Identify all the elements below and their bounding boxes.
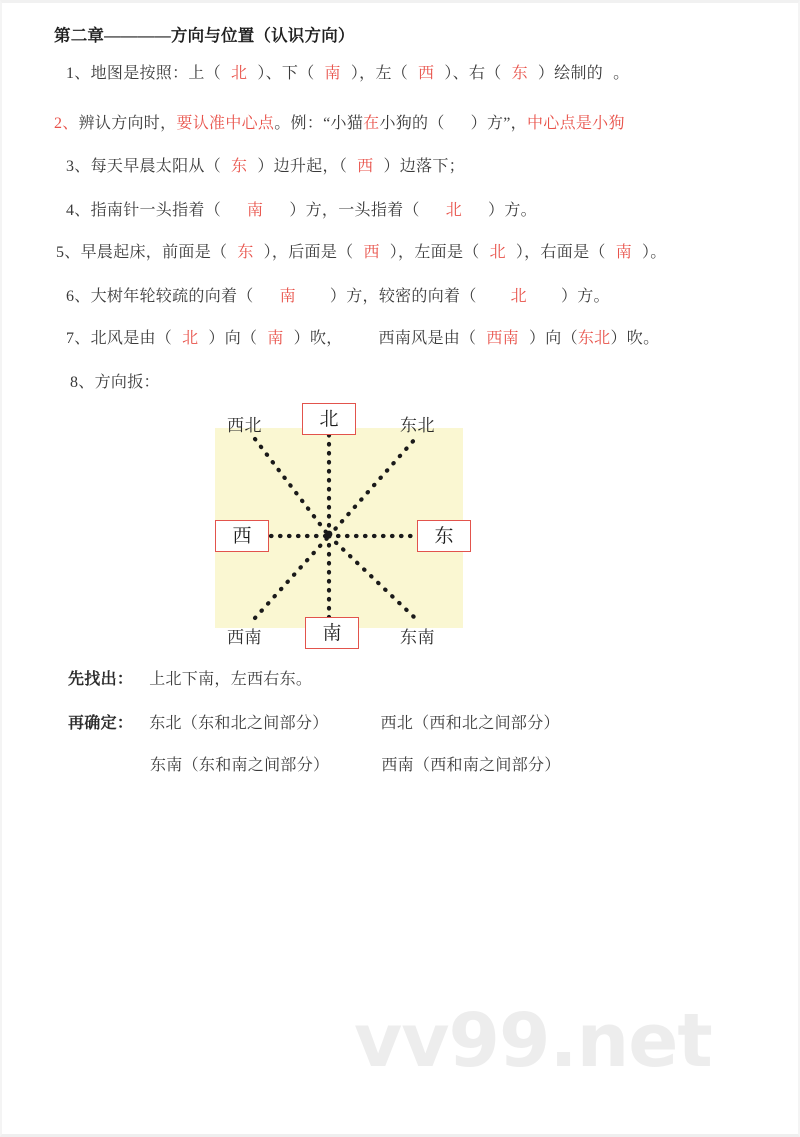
question-line-7: 7、北风是由（ 北 ）向（ 南 ）吹， 西南风是由（ 西南 ）向（东北）吹。 <box>66 330 660 347</box>
explanation-body-2: 东北（东和北之间部分） <box>149 715 329 732</box>
explanation-col2-3: 西南（西和南之间部分） <box>381 757 561 774</box>
explanation-row-2 <box>68 710 560 733</box>
compass-center <box>326 531 333 538</box>
ray-southeast <box>329 536 415 618</box>
question-line-5: 5、早晨起床，前面是（ 东 ），后面是（ 西 ），左面是（ 北 ），右面是（ 南 ）。 <box>56 244 667 261</box>
ray-northeast <box>329 439 415 536</box>
compass-label-northwest: 西北 <box>227 416 262 435</box>
question-line-1: 1、地图是按照：上（ 北 ）、下（ 南 ），左（ 西 ）、右（ 东 ）绘制的 。 <box>66 65 630 82</box>
question-line-6: 6、大树年轮较疏的向着（ 南 ）方，较密的向着（ 北 ）方。 <box>66 288 610 305</box>
watermark: vv99.net <box>354 998 712 1084</box>
explanation-body-1: 上北下南，左西右东。 <box>149 671 313 688</box>
page-title: 第二章————方向与位置（认识方向） <box>54 26 355 45</box>
compass-label-west: 西 <box>215 520 269 552</box>
compass-label-northeast: 东北 <box>400 416 435 435</box>
explanation-row-1 <box>68 666 312 689</box>
question-line-2: 2、辨认方向时，要认准中心点。例：“小猫在小狗的（ ）方”，中心点是小狗 <box>54 115 625 132</box>
compass-label-southwest: 西南 <box>227 628 262 647</box>
explanation-row-3 <box>150 752 561 775</box>
compass-label-southeast: 东南 <box>400 628 435 647</box>
question-line-3: 3、每天早晨太阳从（ 东 ）边升起，（ 西 ）边落下； <box>66 158 465 175</box>
compass-diagram <box>215 403 463 653</box>
explanation-body-3: 东南（东和南之间部分） <box>150 757 330 774</box>
question-line-4: 4、指南针一头指着（ 南 ）方，一头指着（ 北 ）方。 <box>66 202 537 219</box>
compass-label-south: 南 <box>305 617 359 649</box>
question-line-8: 8、方向扳： <box>70 374 160 391</box>
explanation-lead-1: 先找出： <box>68 671 134 688</box>
explanation-lead-2: 再确定： <box>68 715 134 732</box>
compass-label-north: 北 <box>302 403 356 435</box>
explanation-col2-2: 西北（西和北之间部分） <box>380 715 560 732</box>
compass-label-east: 东 <box>417 520 471 552</box>
